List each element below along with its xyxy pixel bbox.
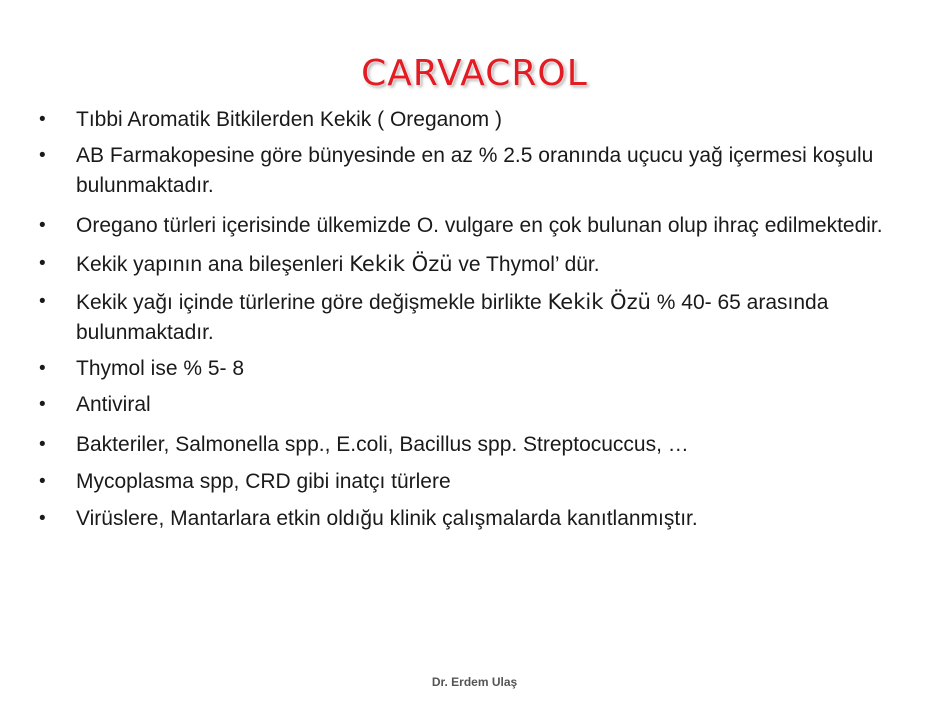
bullet-dot-icon: •	[39, 253, 46, 274]
bullet-item	[36, 287, 916, 348]
bullet-text: Antiviral	[76, 393, 151, 416]
bullet-text: AB Farmakopesine göre bünyesinde en az % 2.5 oranında uçucu yağ içermesi koşulu bulunmaktadır.	[76, 144, 874, 197]
bullet-text: Tıbbi Aromatik Bitkilerden Kekik ( Oreganom )	[76, 108, 502, 131]
bullet-item	[36, 211, 916, 241]
bullet-dot-icon: •	[39, 358, 46, 379]
bullet-text-after: ve Thymol’ dür.	[458, 253, 600, 276]
bullet-text-after: % 40- 65 arasında bulunmaktadır.	[76, 291, 829, 344]
bullet-text: Bakteriler, Salmonella spp., E.coli, Bacillus spp. Streptocuccus, …	[76, 433, 689, 456]
bullet-item	[36, 249, 916, 280]
bullet-list	[36, 105, 916, 534]
bullet-highlight: Kekik Özü	[547, 290, 651, 314]
bullet-highlight: Kekik Özü	[349, 252, 453, 276]
bullet-dot-icon: •	[39, 508, 46, 529]
bullet-text: Oregano türleri içerisinde ülkemizde O. vulgare en çok bulunan olup ihraç edilmektedir.	[76, 214, 883, 237]
bullet-text: Mycoplasma spp, CRD gibi inatçı türlere	[76, 470, 451, 493]
bullet-item	[36, 504, 916, 534]
bullet-dot-icon: •	[39, 291, 46, 312]
bullet-dot-icon: •	[39, 215, 46, 236]
bullet-text: Thymol ise % 5- 8	[76, 357, 245, 380]
bullet-dot-icon: •	[39, 434, 46, 455]
bullet-text-before: Kekik yapının ana bileşenleri	[76, 253, 344, 276]
footer-author: Dr. Erdem Ulaş	[431, 675, 518, 689]
bullet-item	[36, 141, 916, 201]
bullet-item	[36, 467, 916, 497]
bullet-dot-icon: •	[39, 145, 46, 166]
bullet-item	[36, 390, 916, 420]
bullet-item	[36, 430, 916, 460]
slide-title: CARVACROL	[361, 53, 588, 94]
bullet-dot-icon: •	[39, 394, 46, 415]
bullet-dot-icon: •	[39, 109, 46, 130]
bullet-dot-icon: •	[39, 471, 46, 492]
bullet-item	[36, 354, 916, 384]
bullet-text: Virüslere, Mantarlara etkin oldığu klinik çalışmalarda kanıtlanmıştır.	[76, 507, 698, 530]
bullet-item	[36, 105, 916, 135]
bullet-text-before: Kekik yağı içinde türlerine göre değişmekle birlikte	[76, 291, 542, 314]
